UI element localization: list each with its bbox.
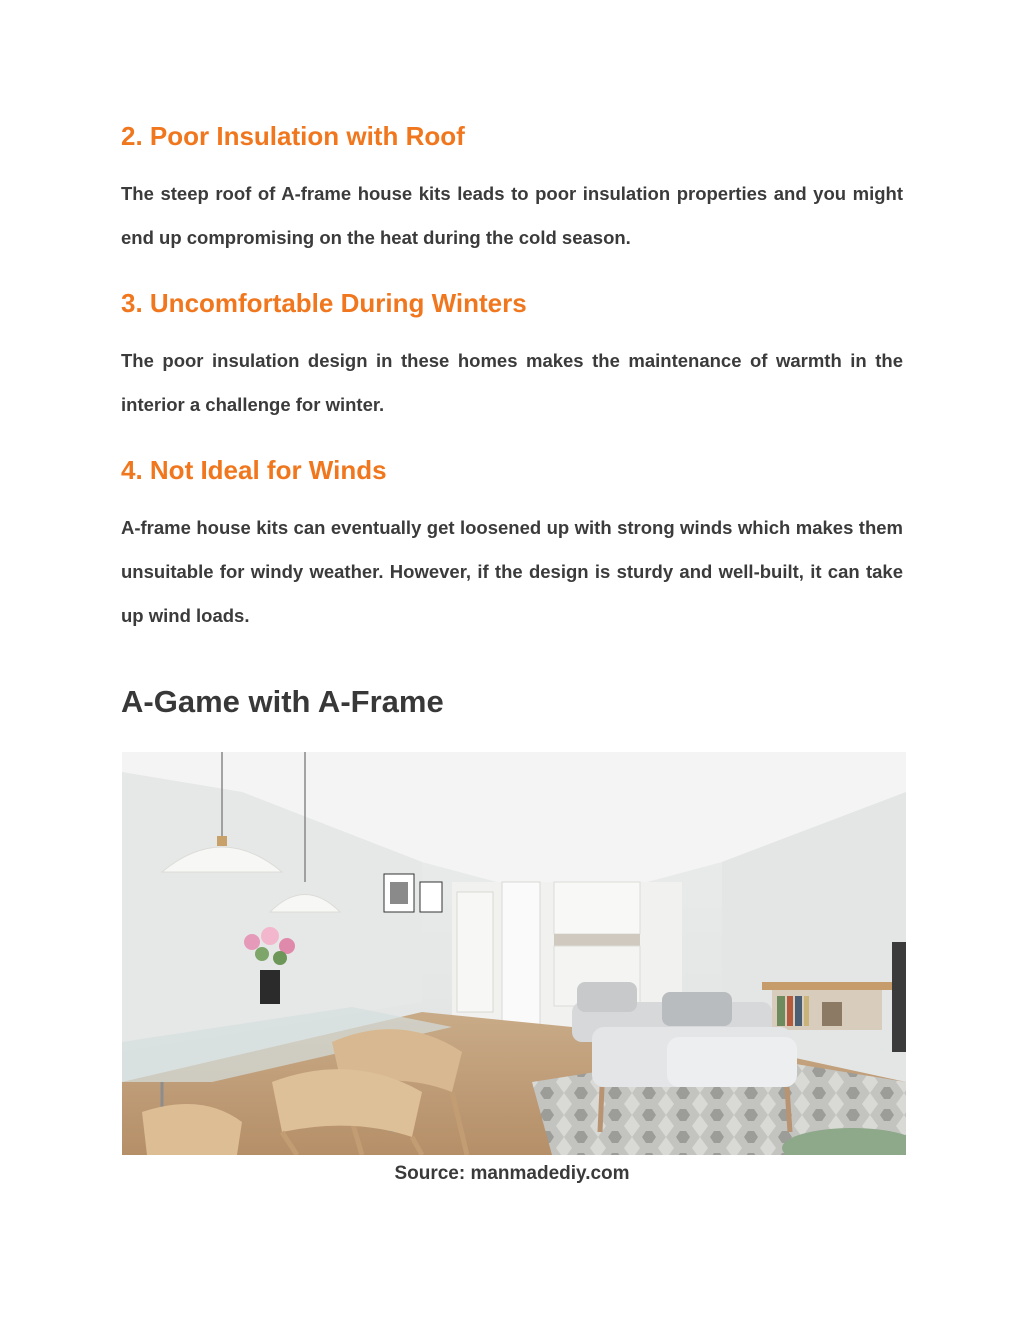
figure-caption: Source: manmadediy.com bbox=[394, 1163, 630, 1184]
section-body-poor-insulation: The steep roof of A-frame house kits leads to poor insulation properties and you might end up compromising on the heat during the cold season. bbox=[121, 183, 903, 248]
section-heading-not-ideal-winds: 4. Not Ideal for Winds bbox=[121, 455, 387, 485]
main-heading: A-Game with A-Frame bbox=[121, 684, 444, 719]
section-heading-poor-insulation: 2. Poor Insulation with Roof bbox=[121, 121, 465, 151]
interior-photo bbox=[122, 752, 906, 1155]
section-body-uncomfortable-winters: The poor insulation design in these homes makes the maintenance of warmth in the interior a challenge for winter. bbox=[121, 350, 903, 415]
section-body-not-ideal-winds: A-frame house kits can eventually get loosened up with strong winds which makes them unsuitable for windy weather. However, if the design is sturdy and well-built, it can take up wind loads. bbox=[121, 517, 903, 626]
section-heading-uncomfortable-winters: 3. Uncomfortable During Winters bbox=[121, 288, 527, 318]
